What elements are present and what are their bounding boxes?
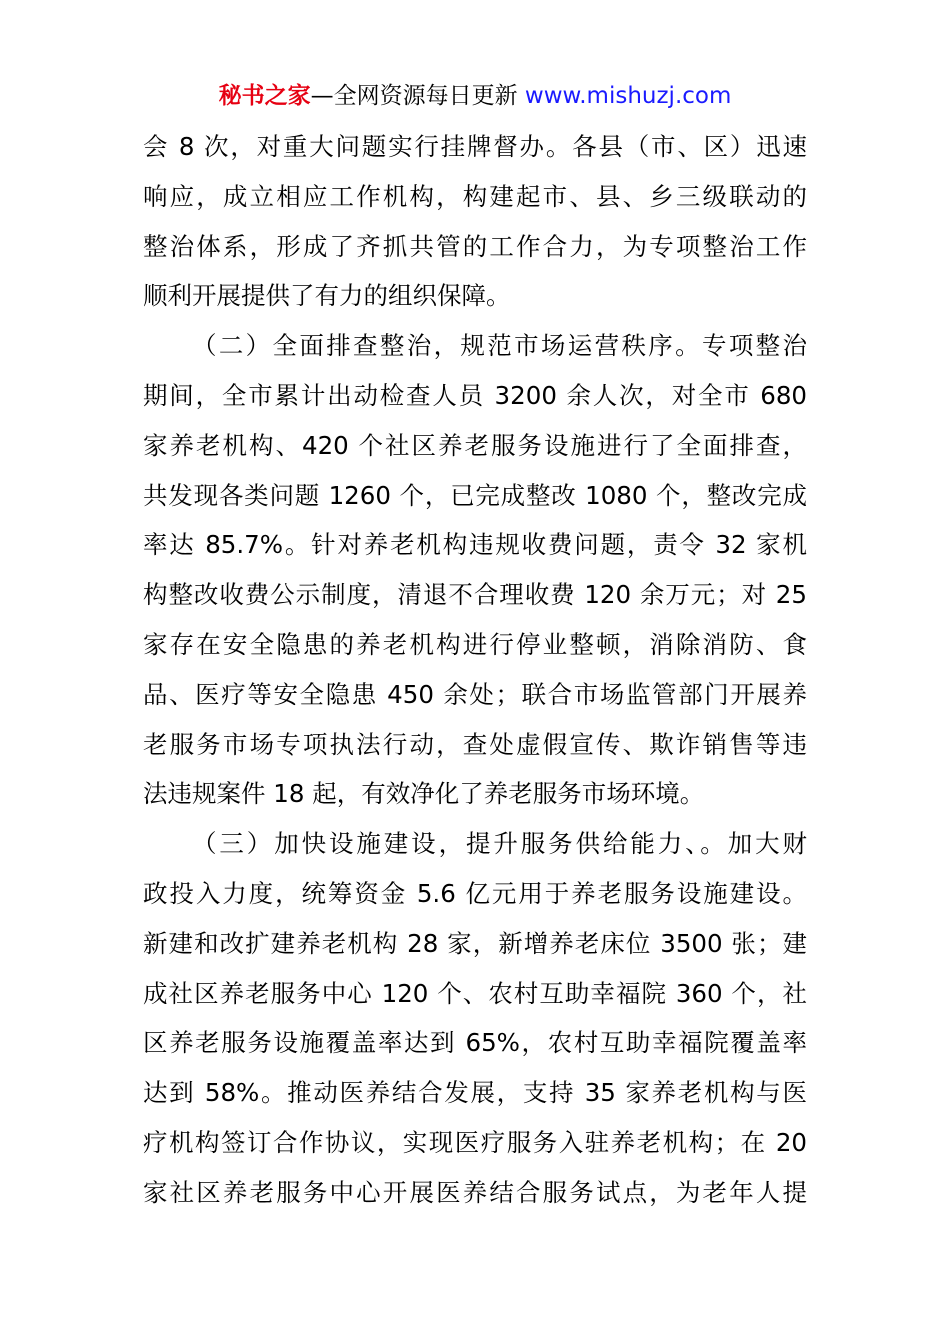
text-line: 新建和改扩建养老机构 28 家，新增养老床位 3500 张；建 <box>143 928 807 958</box>
text-line: 政投入力度，统筹资金 5.6 亿元用于养老服务设施建设。 <box>143 878 807 908</box>
text-line: 老服务市场专项执法行动，查处虚假宣传、欺诈销售等违 <box>143 729 807 759</box>
document-body <box>143 122 807 1218</box>
text-line: 顺利开展提供了有力的组织保障。 <box>143 281 511 311</box>
text-line: 家养老机构、420 个社区养老服务设施进行了全面排查， <box>143 430 807 460</box>
site-tagline: —全网资源每日更新 <box>310 83 525 109</box>
text-line: 响应，成立相应工作机构，构建起市、县、乡三级联动的 <box>143 181 807 211</box>
section-heading-line: （二）全面排查整治，规范市场运营秩序。专项整治 <box>192 331 807 361</box>
text-line: 构整改收费公示制度，清退不合理收费 120 余万元；对 25 <box>143 580 807 610</box>
text-line: 疗机构签订合作协议，实现医疗服务入驻养老机构；在 20 <box>143 1127 807 1157</box>
text-line: 家社区养老服务中心开展医养结合服务试点，为老年人提 <box>143 1177 807 1207</box>
text-line: 法违规案件 18 起，有效净化了养老服务市场环境。 <box>143 779 705 809</box>
text-line: 品、医疗等安全隐患 450 余处；联合市场监管部门开展养 <box>143 679 807 709</box>
site-url-link[interactable]: www.mishuzj.com <box>524 83 732 109</box>
text-line: 期间，全市累计出动检查人员 3200 余人次，对全市 680 <box>143 380 807 410</box>
text-line: 成社区养老服务中心 120 个、农村互助幸福院 360 个，社 <box>143 978 807 1008</box>
text-line: 率达 85.7%。针对养老机构违规收费问题，责令 32 家机 <box>143 530 807 560</box>
site-brand: 秘书之家 <box>218 83 311 109</box>
text-line: 共发现各类问题 1260 个，已完成整改 1080 个，整改完成 <box>143 480 807 510</box>
section-heading-line: （三）加快设施建设，提升服务供给能力、。加大财 <box>192 829 807 859</box>
text-line: 家存在安全隐患的养老机构进行停业整顿，消除消防、食 <box>143 629 807 659</box>
text-line: 达到 58%。推动医养结合发展，支持 35 家养老机构与医 <box>143 1078 807 1108</box>
text-line: 会 8 次，对重大问题实行挂牌督办。各县（市、区）迅速 <box>143 132 807 161</box>
text-line: 区养老服务设施覆盖率达到 65%，农村互助幸福院覆盖率 <box>143 1028 807 1058</box>
site-header <box>0 80 950 112</box>
text-line: 整治体系，形成了齐抓共管的工作合力，为专项整治工作 <box>143 231 807 261</box>
